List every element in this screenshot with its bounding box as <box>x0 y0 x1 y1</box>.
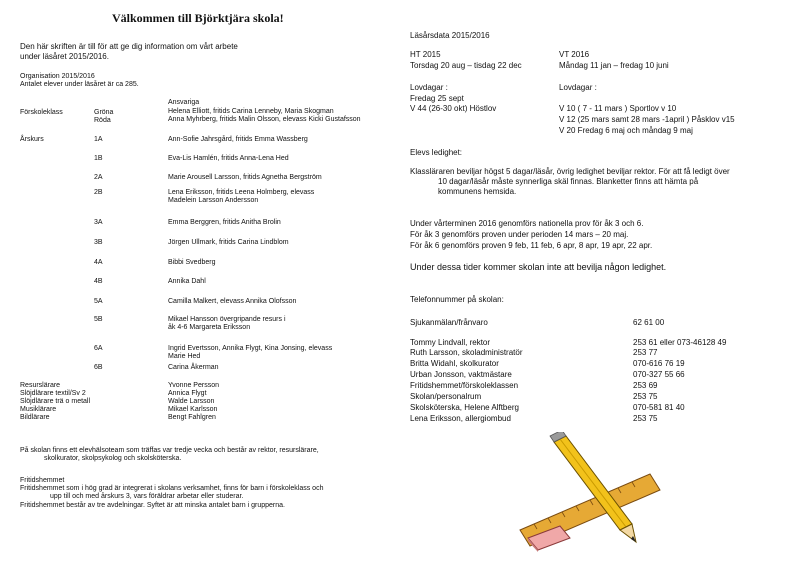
vt-dates: Måndag 11 jan – fredag 10 juni <box>559 61 669 70</box>
org-heading: Organisation 2015/2016 <box>20 73 95 80</box>
fritids-line-2: upp till och med årskurs 3, vars föräldrar arbetar eller studerar. <box>50 493 244 500</box>
phone-label: Urban Jonsson, vaktmästare <box>410 370 512 379</box>
intro-line-1: Den här skriften är till för att ge dig information om vårt arbete <box>20 42 238 51</box>
health-line-2: skolkurator, skolpsykolog och skolsköterska. <box>44 455 182 462</box>
resource-role: Musiklärare <box>20 406 57 413</box>
group-grona: Gröna <box>94 109 114 116</box>
prov-line-2: För åk 3 genomförs proven under perioden 14 mars – 20 maj. <box>410 230 629 239</box>
resource-role: Bildlärare <box>20 414 50 421</box>
class-staff: Carina Åkerman <box>168 364 219 371</box>
intro-line-2: under läsåret 2015/2016. <box>20 52 109 61</box>
phone-number: 070-581 81 40 <box>633 403 685 412</box>
arskurs-label: Årskurs <box>20 136 44 143</box>
phone-number: 253 77 <box>633 348 658 357</box>
class-label: 3A <box>94 219 103 226</box>
class-staff: Ann-Sofie Jahrsgård, fritids Emma Wassberg <box>168 136 308 143</box>
fritids-line-1: Fritidshemmet som i hög grad är integrerat i skolans verksamhet, finns för barn i förskoleklass och <box>20 485 324 492</box>
class-label: 3B <box>94 239 103 246</box>
lovdagar-vt-3: V 20 Fredag 6 maj och måndag 9 maj <box>559 126 693 135</box>
forskoleklass-label: Förskoleklass <box>20 109 63 116</box>
class-label: 1A <box>94 136 103 143</box>
class-staff: Emma Berggren, fritids Anitha Brolin <box>168 219 281 226</box>
class-staff: Eva-Lis Hamlén, fritids Anna-Lena Hed <box>168 155 289 162</box>
phone-number: 070-616 76 19 <box>633 359 685 368</box>
school-supplies-illustration <box>500 432 670 552</box>
resource-name: Yvonne Persson <box>168 382 219 389</box>
resource-role: Resurslärare <box>20 382 61 389</box>
resource-name: Mikael Karlsson <box>168 406 218 413</box>
class-label: 5A <box>94 298 103 305</box>
staff-grona: Helena Elliott, fritids Carina Lenneby, Maria Skogman <box>168 108 334 115</box>
prov-line-3: För åk 6 genomförs proven 9 feb, 11 feb, 6 apr, 8 apr, 19 apr, 22 apr. <box>410 241 653 250</box>
lovdagar-vt-1: V 10 ( 7 - 11 mars ) Sportlov v 10 <box>559 104 677 113</box>
class-staff: Bibbi Svedberg <box>168 259 216 266</box>
ledighet-line-2: 10 dagar/läsår måste synnerliga skäl finnas. Blanketter finns att hämta på <box>438 177 699 186</box>
phone-number: 070-327 55 66 <box>633 370 685 379</box>
class-label: 4B <box>94 278 103 285</box>
page-title: Välkommen till Björktjära skola! <box>112 11 284 25</box>
lasarsdata-heading: Läsårsdata 2015/2016 <box>410 31 490 40</box>
lovdagar-vt-label: Lovdagar : <box>559 83 597 92</box>
lovdagar-ht-label: Lovdagar : <box>410 83 448 92</box>
class-label: 6A <box>94 345 103 352</box>
class-staff: Annika Dahl <box>168 278 206 285</box>
no-leave-notice: Under dessa tider kommer skolan inte att bevilja någon ledighet. <box>410 262 667 272</box>
class-label: 5B <box>94 316 103 323</box>
phone-label: Skolsköterska, Helene Alftberg <box>410 403 519 412</box>
phone-number: 253 61 eller 073-46128 49 <box>633 338 727 347</box>
prov-line-1: Under vårterminen 2016 genomförs nationella prov för åk 3 och 6. <box>410 219 644 228</box>
resource-name: Walde Larsson <box>168 398 215 405</box>
lovdagar-ht-2: V 44 (26-30 okt) Höstlov <box>410 104 497 113</box>
org-subheading: Antalet elever under läsåret är ca 285. <box>20 81 139 88</box>
phone-label: Lena Eriksson, allergiombud <box>410 414 511 423</box>
lovdagar-ht-1: Fredag 25 sept <box>410 94 464 103</box>
phone-heading: Telefonnummer på skolan: <box>410 295 504 304</box>
class-staff: Mikael Hansson övergripande resurs i åk 4-6 Margareta Eriksson <box>168 316 286 332</box>
phone-number: 253 75 <box>633 414 658 423</box>
class-staff: Ingrid Evertsson, Annika Flygt, Kina Jonsing, elevass Marie Hed <box>168 345 333 361</box>
class-label: 2A <box>94 174 103 181</box>
resource-name: Annica Flygt <box>168 390 207 397</box>
class-label: 1B <box>94 155 103 162</box>
phone-label: Sjukanmälan/frånvaro <box>410 318 488 327</box>
class-staff: Jörgen Ullmark, fritids Carina Lindblom <box>168 239 289 246</box>
phone-number: 62 61 00 <box>633 318 665 327</box>
class-label: 4A <box>94 259 103 266</box>
ansvariga-heading: Ansvariga <box>168 99 200 106</box>
fritids-line-3: Fritidshemmet består av tre avdelningar. Syftet är att minska antalet barn i grupperna. <box>20 502 285 509</box>
ht-label: HT 2015 <box>410 50 441 59</box>
health-line-1: På skolan finns ett elevhälsoteam som träffas var tredje vecka och består av rektor, resurslärare, <box>20 447 319 454</box>
phone-number: 253 75 <box>633 392 658 401</box>
phone-label: Tommy Lindvall, rektor <box>410 338 491 347</box>
class-label: 2B <box>94 189 103 196</box>
phone-label: Britta Widahl, skolkurator <box>410 359 499 368</box>
fritids-heading: Fritidshemmet <box>20 477 65 484</box>
vt-label: VT 2016 <box>559 50 590 59</box>
ht-dates: Torsdag 20 aug – tisdag 22 dec <box>410 61 522 70</box>
class-staff: Camilla Malkert, elevass Annika Olofsson <box>168 298 297 305</box>
elevs-ledighet-heading: Elevs ledighet: <box>410 148 463 157</box>
ledighet-line-3: kommunens hemsida. <box>438 187 517 196</box>
class-label: 6B <box>94 364 103 371</box>
class-staff: Lena Eriksson, fritids Leena Holmberg, elevass Madelein Larsson Andersson <box>168 189 315 205</box>
group-roda: Röda <box>94 117 111 124</box>
phone-number: 253 69 <box>633 381 658 390</box>
resource-name: Bengt Fahlgren <box>168 414 216 421</box>
lovdagar-vt-2: V 12 (25 mars samt 28 mars -1april ) Påsklov v15 <box>559 115 735 124</box>
phone-label: Ruth Larsson, skoladministratör <box>410 348 523 357</box>
phone-label: Fritidshemmet/förskoleklassen <box>410 381 519 390</box>
phone-label: Skolan/personalrum <box>410 392 482 401</box>
class-staff: Marie Arousell Larsson, fritids Agnetha Bergström <box>168 174 322 181</box>
staff-roda: Anna Myhrberg, fritids Malin Olsson, elevass Kicki Gustafsson <box>168 116 361 123</box>
ledighet-line-1: Klassläraren beviljar högst 5 dagar/läsår, övrig ledighet beviljar rektor. För att få ledigt över <box>410 167 730 176</box>
resource-role: Slöjdlärare trä o metall <box>20 398 91 405</box>
resource-role: Slöjdlärare textil/Sv 2 <box>20 390 86 397</box>
